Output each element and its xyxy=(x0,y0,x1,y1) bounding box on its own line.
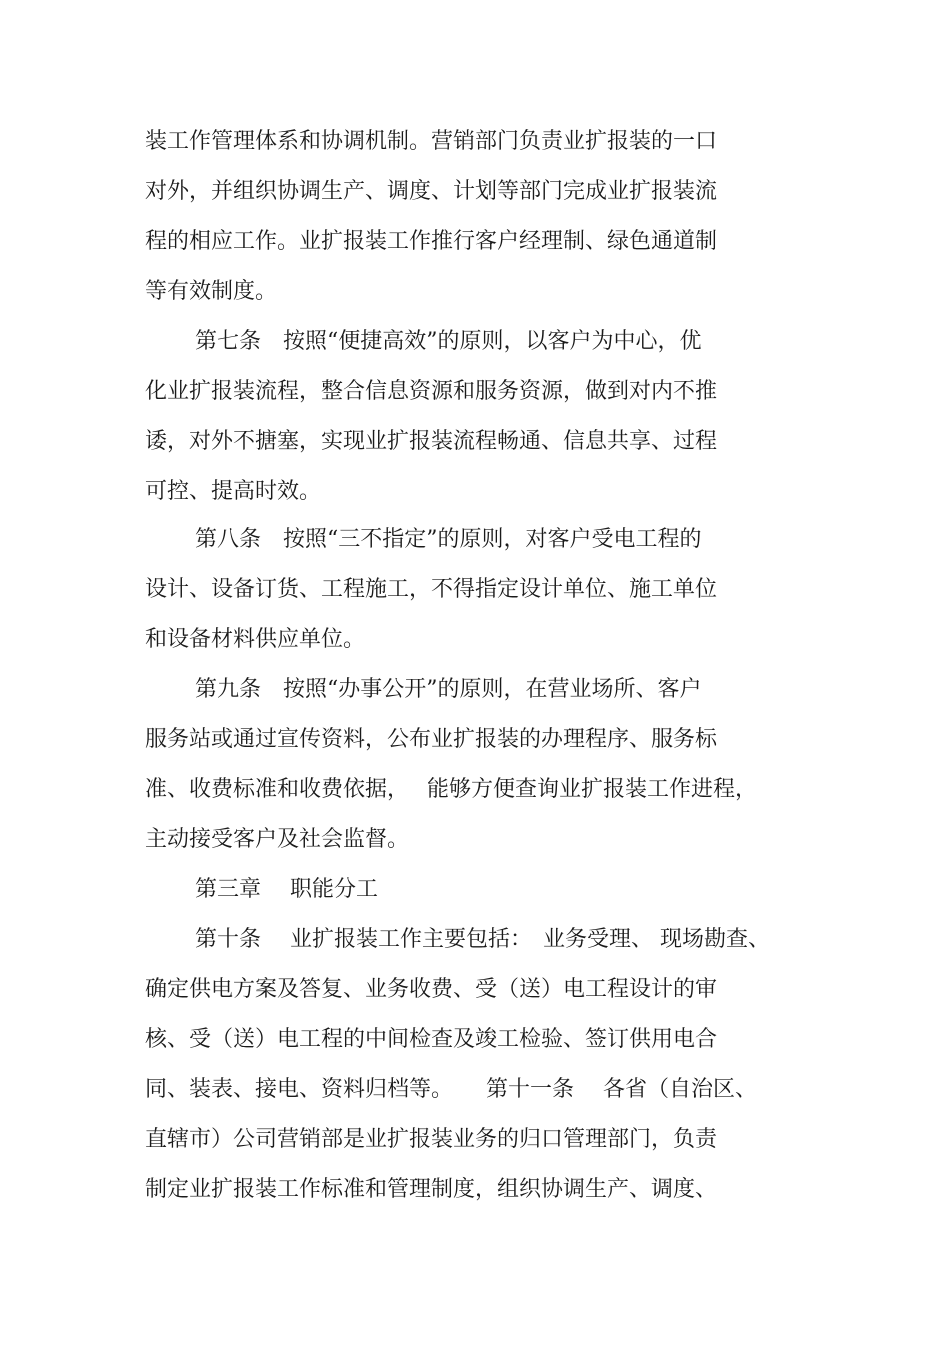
text-line: 制定业扩报装工作标准和管理制度，组织协调生产、调度、 xyxy=(145,1177,718,1202)
text-line: 设计、设备订货、工程施工，不得指定设计单位、施工单位 xyxy=(145,577,718,602)
article-7-heading-line: 第七条 按照“便捷高效”的原则，以客户为中心，优 xyxy=(195,329,702,354)
text-line: 化业扩报装流程，整合信息资源和服务资源，做到对内不推 xyxy=(145,379,718,404)
text-line: 主动接受客户及社会监督。 xyxy=(145,827,410,852)
text-line: 直辖市）公司营销部是业扩报装业务的归口管理部门，负责 xyxy=(145,1127,718,1152)
article-10-heading-line: 第十条 业扩报装工作主要包括： 业务受理、 现场勘查、 xyxy=(195,927,770,952)
text-line: 对外，并组织协调生产、调度、计划等部门完成业扩报装流 xyxy=(145,179,718,204)
text-line: 装工作管理体系和协调机制。营销部门负责业扩报装的一口 xyxy=(145,129,718,154)
text-line: 和设备材料供应单位。 xyxy=(145,627,366,652)
text-line: 准、收费标准和收费依据， 能够方便查询业扩报装工作进程， xyxy=(145,777,757,802)
text-line: 程的相应工作。业扩报装工作推行客户经理制、绿色通道制 xyxy=(145,229,718,254)
text-line: 等有效制度。 xyxy=(145,279,278,304)
article-8-heading-line: 第八条 按照“三不指定”的原则，对客户受电工程的 xyxy=(195,527,702,552)
text-line: 同、装表、接电、资料归档等。 第十一条 各省（自治区、 xyxy=(145,1077,757,1102)
chapter-3-heading: 第三章 职能分工 xyxy=(195,877,378,902)
text-line: 诿，对外不搪塞，实现业扩报装流程畅通、信息共享、过程 xyxy=(145,429,718,454)
text-line: 核、受（送）电工程的中间检查及竣工检验、签订供用电合 xyxy=(145,1027,718,1052)
text-line: 服务站或通过宣传资料，公布业扩报装的办理程序、服务标 xyxy=(145,727,718,752)
text-line: 可控、提高时效。 xyxy=(145,479,322,504)
article-9-heading-line: 第九条 按照“办事公开”的原则，在营业场所、客户 xyxy=(195,677,702,702)
text-line: 确定供电方案及答复、业务收费、受（送）电工程设计的审 xyxy=(145,977,718,1002)
